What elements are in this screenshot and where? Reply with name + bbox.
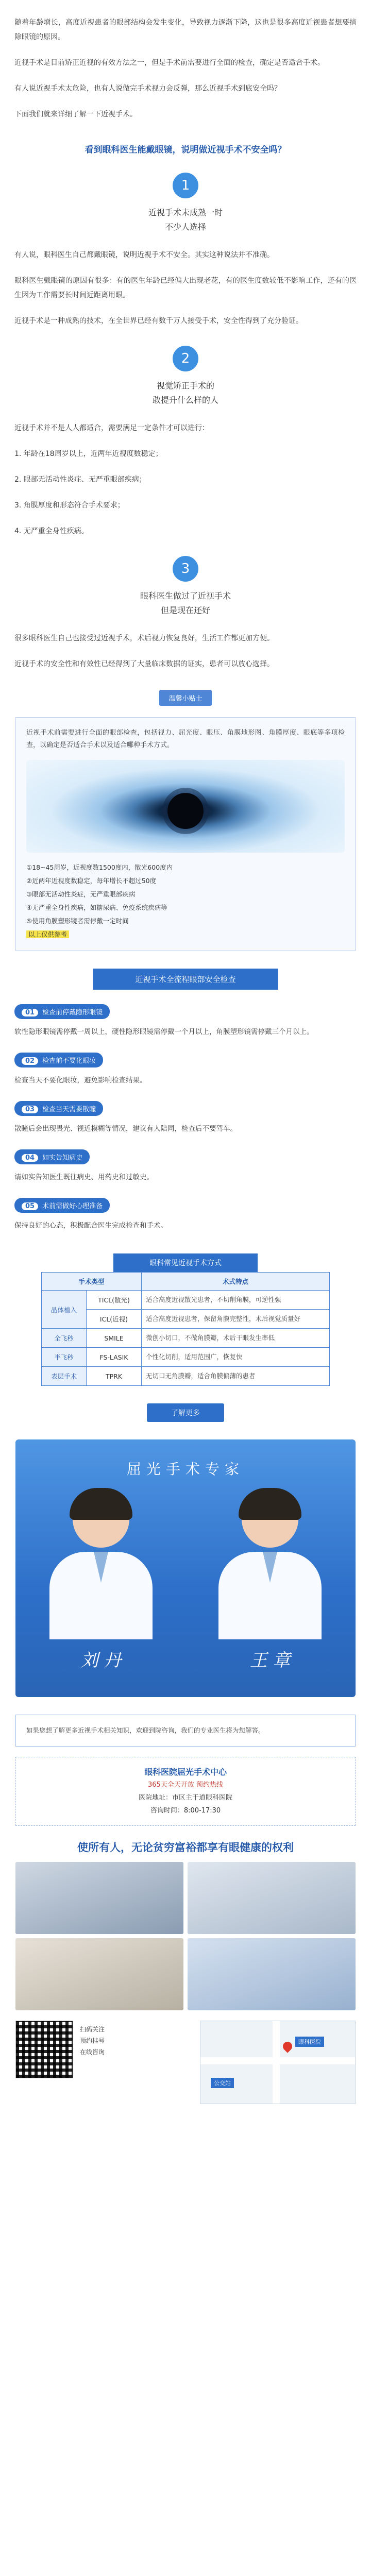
section-2-paragraph-1: 近视手术并不是人人都适合，需要满足一定条件才可以进行： [14, 424, 209, 432]
slogan: 使所有人，无论贫穷富裕都享有眼健康的权利 [77, 1841, 294, 1854]
table-cell-desc: 无切口无角膜瓣，适合角膜偏薄的患者 [142, 1367, 330, 1386]
step-item [14, 1149, 357, 1184]
section-title-2 [31, 379, 340, 408]
doctor-left-head [73, 1491, 129, 1548]
map-label-bus: 公交站 [211, 2078, 234, 2088]
surgery-table [41, 1272, 330, 1386]
tip-tag: 温馨小贴士 [159, 690, 211, 706]
qr-caption [80, 2024, 105, 2058]
section-title-2-line-2: 敢提升什么样的人 [152, 395, 218, 405]
table-row [42, 1329, 330, 1348]
table-cell-category: 半飞秒 [42, 1348, 87, 1367]
section-2-paragraph-5: 4. 无严重全身性疾病。 [14, 527, 89, 535]
step-text: 散瞳后会出现畏光、视近模糊等情况，建议有人陪同，检查后不要驾车。 [14, 1125, 237, 1133]
section-title-1 [31, 206, 340, 234]
address-hospital-name: 眼科医院屈光手术中心 [144, 1767, 227, 1777]
section-2-paragraph-3: 2. 眼部无活动性炎症、无严重眼部疾病； [14, 476, 146, 484]
hospital-photo [188, 1862, 356, 1934]
qr-caption-line-2: 预约挂号 [80, 2037, 105, 2044]
doctor-left-coat [49, 1552, 153, 1639]
process-banner: 近视手术全流程眼部安全检查 [93, 969, 278, 990]
tip-feature-3: ③眼部无活动性炎症，无严重眼部疾病 [26, 890, 136, 898]
step-label: 如实告知病史 [42, 1154, 83, 1162]
tip-feature-5: ⑤使用角膜塑形镜者需停戴一定时间 [26, 917, 129, 925]
doctor-left-hair [70, 1488, 132, 1520]
section-1-paragraph-1: 有人说，眼科医生自己都戴眼镜，说明近视手术不安全。其实这种说法并不准确。 [14, 251, 274, 259]
table-cell-name: TPRK [87, 1367, 142, 1386]
experts-title: 屈光手术专家 [126, 1461, 244, 1478]
table-cell-name: TICL(散光) [87, 1291, 142, 1310]
section-1-paragraph-3: 近视手术是一种成熟的技术，在全世界已经有数千万人接受手术，安全性得到了充分验证。 [14, 317, 303, 325]
map-pin-icon [281, 2040, 294, 2053]
section-3-paragraph-2: 近视手术的安全性和有效性已经得到了大量临床数据的证实，患者可以放心选择。 [14, 660, 274, 668]
table-cell-desc: 微创小切口，不做角膜瓣，术后干眼发生率低 [142, 1329, 330, 1348]
table-cell-category: 全飞秒 [42, 1329, 87, 1348]
section-title-3-line-2: 但是现在还好 [160, 605, 210, 615]
table-cell-desc: 适合高度近视患者，保留角膜完整性，术后视觉质量好 [142, 1310, 330, 1329]
qr-caption-line-3: 在线咨询 [80, 2048, 105, 2056]
table-header-type: 手术类型 [42, 1273, 142, 1291]
address-location: 医院地址：市区主干道眼科医院 [138, 1794, 232, 1802]
section-title-1-line-1: 近视手术未成熟一时 [148, 208, 223, 217]
section-title-3-line-1: 眼科医生做过了近视手术 [140, 591, 231, 601]
map-road-vertical [273, 2021, 280, 2104]
tip-feature-4: ④无严重全身性疾病，如糖尿病、免疫系统疾病等 [26, 904, 167, 911]
table-cell-category: 晶体植入 [42, 1291, 87, 1329]
hospital-photo [15, 1862, 183, 1934]
section-title-2-line-1: 视觉矫正手术的 [156, 381, 214, 391]
table-cell-name: FS-LASIK [87, 1348, 142, 1367]
tip-highlight-text: 以上仅供参考 [26, 930, 69, 938]
doctor-photo-left [44, 1491, 158, 1640]
step-pill [14, 1053, 103, 1067]
table-row [42, 1367, 330, 1386]
step-number: 03 [22, 1106, 38, 1113]
top-spacer [0, 0, 371, 15]
step-label: 检查前停戴隐形眼镜 [42, 1009, 103, 1016]
hospital-photo [188, 1938, 356, 2010]
eye-closeup-image [26, 760, 345, 853]
learn-more-button[interactable]: 了解更多 [147, 1403, 224, 1422]
table-cell-name: ICL(近视) [87, 1310, 142, 1329]
step-pill [14, 1149, 90, 1164]
tip-feature-highlight [26, 928, 345, 941]
step-number: 04 [22, 1154, 38, 1162]
intro-paragraph-3: 有人说近视手术太危险，也有人说做完手术视力会反弹，那么近视手术到底安全吗？ [14, 84, 281, 93]
step-number: 05 [22, 1202, 38, 1210]
step-text: 请如实告知医生既往病史、用药史和过敏史。 [14, 1173, 154, 1181]
step-list [14, 1004, 357, 1233]
table-cell-name: SMILE [87, 1329, 142, 1348]
table-row [42, 1348, 330, 1367]
section-number-3: 3 [173, 556, 198, 582]
tip-card [15, 717, 356, 951]
address-box [15, 1757, 356, 1826]
section-2-paragraph-4: 3. 角膜厚度和形态符合手术要求； [14, 501, 125, 510]
step-number: 01 [22, 1009, 38, 1016]
section-title-3 [31, 589, 340, 618]
address-hours: 咨询时间：8:00-17:30 [150, 1807, 221, 1815]
doctor-right-head [242, 1491, 298, 1548]
step-pill [14, 1004, 110, 1019]
pupil-graphic [167, 793, 204, 829]
table-header-feature: 术式特点 [142, 1273, 330, 1291]
qr-caption-line-1: 扫码关注 [80, 2026, 105, 2033]
section-number-1: 1 [173, 173, 198, 198]
step-number: 02 [22, 1057, 38, 1065]
table-title: 眼科常见近视手术方式 [113, 1253, 258, 1272]
intro-paragraph-1: 随着年龄增长，高度近视患者的眼部结构会发生变化，导致视力逐渐下降，这也是很多高度近视患者想要摘除眼镜的原因。 [14, 19, 357, 41]
table-row [42, 1291, 330, 1310]
section-1-paragraph-2: 眼科医生戴眼镜的原因有很多：有的医生年龄已经偏大出现老花，有的医生度数较低不影响工作，还有的医生因为工作需要长时间近距离用眼。 [14, 277, 357, 299]
step-label: 检查前不要化眼妆 [42, 1057, 96, 1065]
footer-note: 如果您想了解更多近视手术相关知识，欢迎到院咨询，我们的专业医生将为您解答。 [15, 1715, 356, 1747]
step-pill [14, 1101, 103, 1116]
step-item [14, 1004, 357, 1039]
intro-paragraph-4: 下面我们就来详细了解一下近视手术。 [14, 110, 137, 118]
doctor-right-hair [239, 1488, 301, 1520]
tip-card-intro: 近视手术前需要进行全面的眼部检查，包括视力、屈光度、眼压、角膜地形图、角膜厚度、眼底等多项检查，以确定是否适合手术以及适合哪种手术方式。 [26, 729, 345, 749]
doctor-photo-right [213, 1491, 327, 1640]
step-item [14, 1198, 357, 1233]
step-label: 术前需做好心理准备 [42, 1202, 103, 1210]
contact-area [15, 2021, 356, 2108]
hospital-photo-grid [15, 1862, 356, 2010]
table-cell-desc: 个性化切削，适用范围广，恢复快 [142, 1348, 330, 1367]
step-pill [14, 1198, 110, 1213]
address-hotline: 365天全天开放 预约热线 [148, 1781, 223, 1789]
question-heading: 看到眼科医生能戴眼镜，说明做近视手术不安全吗？ [85, 145, 286, 155]
location-map[interactable] [200, 2021, 356, 2104]
section-3-paragraph-1: 很多眼科医生自己也接受过近视手术，术后视力恢复良好，生活工作都更加方便。 [14, 634, 274, 642]
qr-code-icon[interactable] [15, 2021, 73, 2078]
hospital-photo [15, 1938, 183, 2010]
doctor-left-signature: 刘 丹 [80, 1650, 122, 1671]
experts-banner [15, 1439, 356, 1697]
table-header-row [42, 1273, 330, 1291]
intro-paragraph-2: 近视手术是目前矫正近视的有效方法之一，但是手术前需要进行全面的检查，确定是否适合手术。 [14, 59, 325, 67]
section-number-2: 2 [173, 346, 198, 371]
map-label-hospital: 眼科医院 [295, 2037, 324, 2047]
step-text: 软性隐形眼镜需停戴一周以上，硬性隐形眼镜需停戴一个月以上，角膜塑形镜需停戴三个月以上。 [14, 1028, 314, 1036]
step-text: 保持良好的心态，积极配合医生完成检查和手术。 [14, 1222, 167, 1230]
table-cell-desc: 适合高度近视散光患者，不切削角膜，可逆性强 [142, 1291, 330, 1310]
section-title-1-line-2: 不少人选择 [164, 222, 206, 232]
tip-feature-1: ①18~45周岁，近视度数1500度内，散光600度内 [26, 863, 173, 871]
step-label: 检查当天需要散瞳 [42, 1106, 96, 1113]
doctor-right-coat [218, 1552, 322, 1639]
step-text: 检查当天不要化眼妆，避免影响检查结果。 [14, 1076, 147, 1084]
tip-feature-list [26, 861, 345, 941]
step-item [14, 1101, 357, 1136]
section-2-paragraph-2: 1. 年龄在18周岁以上，近两年近视度数稳定； [14, 450, 163, 458]
doctor-right-signature: 王 章 [249, 1650, 291, 1671]
step-item [14, 1053, 357, 1088]
tip-tag-row [0, 690, 371, 706]
table-cell-category: 表层手术 [42, 1367, 87, 1386]
tip-feature-2: ②近两年近视度数稳定，每年增长不超过50度 [26, 877, 157, 885]
